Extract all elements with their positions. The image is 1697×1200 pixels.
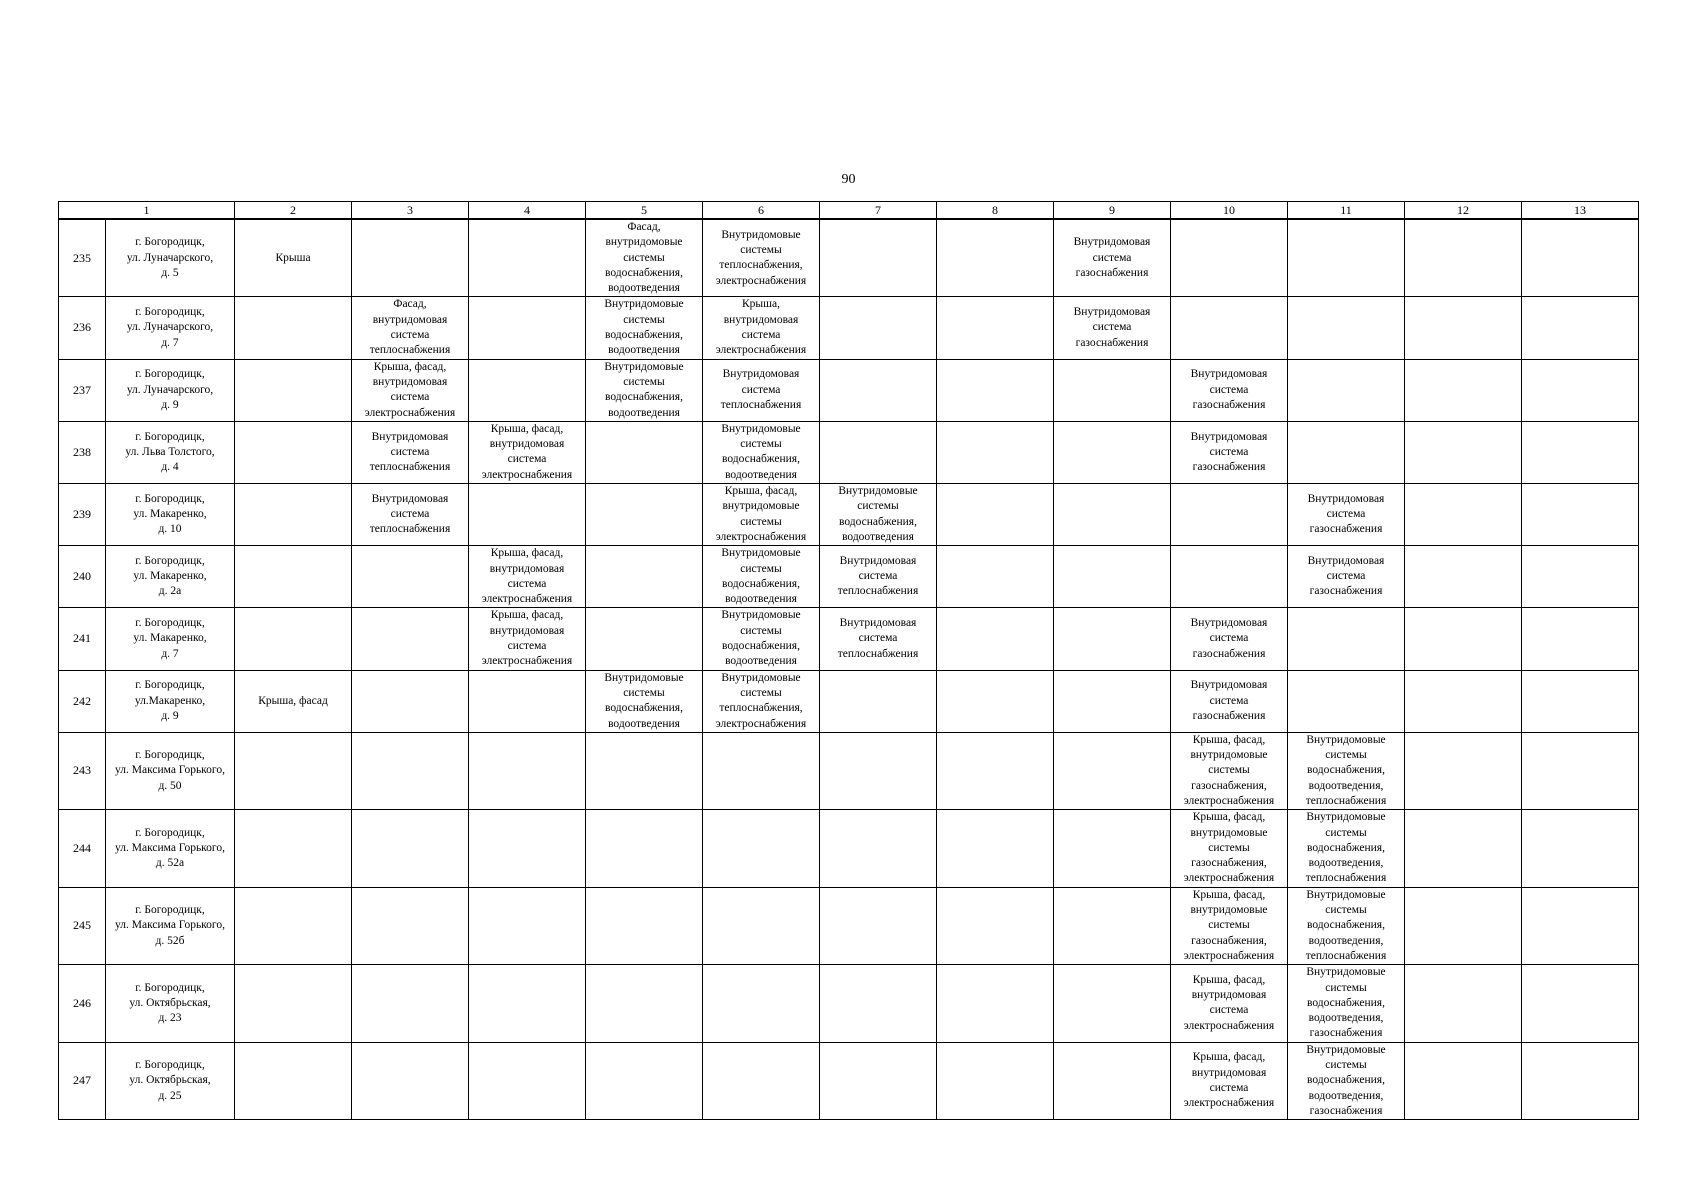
cell-col-3 bbox=[352, 810, 469, 887]
cell-col-10-text: Крыша, фасад, внутридомовые системы газоснабжения, электроснабжения bbox=[1183, 733, 1275, 807]
cell-col-11-text: Внутридомовые системы водоснабжения, водоотведения, теплоснабжения bbox=[1305, 888, 1387, 962]
cell-col-12 bbox=[1405, 546, 1522, 608]
cell-col-6 bbox=[703, 608, 820, 670]
cell-col-12 bbox=[1405, 219, 1522, 297]
row-number bbox=[59, 608, 106, 670]
cell-col-11 bbox=[1288, 887, 1405, 964]
address-cell bbox=[106, 359, 235, 421]
cell-col-4 bbox=[469, 1042, 586, 1119]
cell-col-4 bbox=[469, 810, 586, 887]
cell-col-3 bbox=[352, 732, 469, 809]
row-number-text: 235 bbox=[73, 250, 91, 265]
cell-col-7 bbox=[820, 484, 937, 546]
cell-col-12 bbox=[1405, 484, 1522, 546]
row-number-text: 236 bbox=[73, 320, 91, 335]
cell-col-6 bbox=[703, 297, 820, 359]
cell-col-5 bbox=[586, 297, 703, 359]
address-cell-text: г. Богородицк, ул.Макаренко, д. 9 bbox=[134, 679, 206, 722]
cell-col-3 bbox=[352, 421, 469, 483]
cell-col-5 bbox=[586, 810, 703, 887]
table-row bbox=[59, 1042, 1639, 1119]
address-cell bbox=[106, 608, 235, 670]
table-row bbox=[59, 608, 1639, 670]
table-row bbox=[59, 484, 1639, 546]
cell-col-6-text: Внутридомовая система теплоснабжения bbox=[720, 368, 802, 411]
column-header-12: 12 bbox=[1405, 202, 1522, 220]
row-number bbox=[59, 887, 106, 964]
cell-col-13 bbox=[1522, 608, 1639, 670]
cell-col-2 bbox=[235, 670, 352, 732]
cell-col-8 bbox=[937, 810, 1054, 887]
cell-col-3 bbox=[352, 546, 469, 608]
address-cell bbox=[106, 219, 235, 297]
table-row bbox=[59, 670, 1639, 732]
cell-col-5-text: Фасад, внутридомовые системы водоснабжения, водоотведения bbox=[605, 221, 683, 295]
cell-col-7 bbox=[820, 546, 937, 608]
cell-col-13 bbox=[1522, 484, 1639, 546]
cell-col-3 bbox=[352, 484, 469, 546]
cell-col-13 bbox=[1522, 670, 1639, 732]
cell-col-12 bbox=[1405, 359, 1522, 421]
address-cell-text: г. Богородицк, ул. Луначарского, д. 9 bbox=[126, 368, 214, 411]
cell-col-6 bbox=[703, 965, 820, 1042]
cell-col-3-text: Внутридомовая система теплоснабжения bbox=[369, 492, 451, 536]
table-header-row bbox=[59, 202, 1639, 220]
cell-col-8 bbox=[937, 219, 1054, 297]
cell-col-4 bbox=[469, 887, 586, 964]
cell-col-5 bbox=[586, 887, 703, 964]
cell-col-11 bbox=[1288, 484, 1405, 546]
address-cell-text: г. Богородицк, ул. Октябрьская, д. 25 bbox=[129, 1059, 211, 1102]
cell-col-6-text: Внутридомовые системы водоснабжения, водоотведения bbox=[721, 547, 801, 606]
cell-col-10 bbox=[1171, 810, 1288, 887]
cell-col-6-text: Внутридомовые системы водоснабжения, водоотведения bbox=[721, 422, 801, 481]
cell-col-8 bbox=[937, 670, 1054, 732]
cell-col-4 bbox=[469, 219, 586, 297]
cell-col-11 bbox=[1288, 732, 1405, 809]
cell-col-10-text: Внутридомовая система газоснабжения bbox=[1190, 617, 1268, 660]
cell-col-9 bbox=[1054, 887, 1171, 964]
cell-col-5 bbox=[586, 732, 703, 809]
cell-col-13 bbox=[1522, 421, 1639, 483]
cell-col-3-text: Крыша, фасад, внутридомовая система электроснабжения bbox=[364, 360, 456, 419]
cell-col-2 bbox=[235, 546, 352, 608]
address-cell bbox=[106, 1042, 235, 1119]
cell-col-13 bbox=[1522, 887, 1639, 964]
cell-col-12 bbox=[1405, 670, 1522, 732]
cell-col-12 bbox=[1405, 1042, 1522, 1119]
cell-col-4-text: Крыша, фасад, внутридомовая система электроснабжения bbox=[481, 547, 573, 606]
cell-col-9 bbox=[1054, 421, 1171, 483]
cell-col-2 bbox=[235, 484, 352, 546]
cell-col-10 bbox=[1171, 608, 1288, 670]
column-header-6: 6 bbox=[703, 202, 820, 220]
cell-col-4 bbox=[469, 484, 586, 546]
cell-col-9-text: Внутридомовая система газоснабжения bbox=[1073, 236, 1151, 279]
row-number bbox=[59, 546, 106, 608]
cell-col-6 bbox=[703, 546, 820, 608]
cell-col-9 bbox=[1054, 608, 1171, 670]
cell-col-10-text: Крыша, фасад, внутридомовые системы газоснабжения, электроснабжения bbox=[1183, 811, 1275, 885]
cell-col-13 bbox=[1522, 732, 1639, 809]
cell-col-8 bbox=[937, 608, 1054, 670]
repair-schedule-table bbox=[58, 201, 1639, 1120]
address-cell-text: г. Богородицк, ул. Октябрьская, д. 23 bbox=[129, 981, 211, 1025]
cell-col-11 bbox=[1288, 670, 1405, 732]
row-number bbox=[59, 421, 106, 483]
cell-col-10 bbox=[1171, 670, 1288, 732]
cell-col-9 bbox=[1054, 965, 1171, 1042]
cell-col-5 bbox=[586, 219, 703, 297]
cell-col-7-text: Внутридомовая система теплоснабжения bbox=[837, 617, 919, 660]
cell-col-5 bbox=[586, 608, 703, 670]
row-number bbox=[59, 297, 106, 359]
cell-col-2 bbox=[235, 810, 352, 887]
cell-col-11 bbox=[1288, 608, 1405, 670]
cell-col-13 bbox=[1522, 219, 1639, 297]
cell-col-3-text: Внутридомовая система теплоснабжения bbox=[369, 430, 451, 474]
cell-col-8 bbox=[937, 421, 1054, 483]
cell-col-5 bbox=[586, 484, 703, 546]
row-number-text: 237 bbox=[73, 382, 91, 397]
cell-col-6 bbox=[703, 810, 820, 887]
column-header-11: 11 bbox=[1288, 202, 1405, 220]
address-cell-text: г. Богородицк, ул. Макаренко, д. 7 bbox=[133, 617, 207, 660]
row-number bbox=[59, 732, 106, 809]
cell-col-6 bbox=[703, 1042, 820, 1119]
address-cell bbox=[106, 965, 235, 1042]
table-row bbox=[59, 421, 1639, 483]
cell-col-5 bbox=[586, 1042, 703, 1119]
row-number bbox=[59, 484, 106, 546]
address-cell bbox=[106, 670, 235, 732]
cell-col-3 bbox=[352, 359, 469, 421]
row-number-text: 246 bbox=[73, 995, 91, 1010]
cell-col-7 bbox=[820, 219, 937, 297]
cell-col-3 bbox=[352, 670, 469, 732]
cell-col-12 bbox=[1405, 965, 1522, 1042]
cell-col-7-text: Внутридомовая система теплоснабжения bbox=[837, 554, 919, 598]
cell-col-6 bbox=[703, 732, 820, 809]
address-cell-text: г. Богородицк, ул. Макаренко, д. 10 bbox=[133, 492, 207, 536]
address-cell bbox=[106, 887, 235, 964]
column-header-4: 4 bbox=[469, 202, 586, 220]
cell-col-2 bbox=[235, 297, 352, 359]
column-header-13: 13 bbox=[1522, 202, 1639, 220]
cell-col-8 bbox=[937, 732, 1054, 809]
column-header-8: 8 bbox=[937, 202, 1054, 220]
cell-col-10-text: Внутридомовая система газоснабжения bbox=[1190, 430, 1268, 474]
cell-col-6-text: Внутридомовые системы теплоснабжения, электроснабжения bbox=[715, 228, 807, 287]
cell-col-9 bbox=[1054, 810, 1171, 887]
cell-col-10-text: Внутридомовая система газоснабжения bbox=[1190, 368, 1268, 411]
column-header-5: 5 bbox=[586, 202, 703, 220]
row-number-text: 238 bbox=[73, 444, 91, 459]
address-cell bbox=[106, 546, 235, 608]
cell-col-5 bbox=[586, 670, 703, 732]
cell-col-9 bbox=[1054, 732, 1171, 809]
row-number-text: 242 bbox=[73, 693, 91, 708]
row-number-text: 244 bbox=[73, 840, 91, 855]
cell-col-10-text: Крыша, фасад, внутридомовая система электроснабжения bbox=[1183, 1051, 1275, 1110]
cell-col-6 bbox=[703, 887, 820, 964]
address-cell bbox=[106, 484, 235, 546]
cell-col-6 bbox=[703, 670, 820, 732]
cell-col-10 bbox=[1171, 732, 1288, 809]
row-number-text: 245 bbox=[73, 918, 91, 933]
cell-col-10 bbox=[1171, 965, 1288, 1042]
cell-col-2-text: Крыша bbox=[275, 251, 311, 264]
row-number-text: 240 bbox=[73, 569, 91, 584]
cell-col-11 bbox=[1288, 219, 1405, 297]
column-header-7: 7 bbox=[820, 202, 937, 220]
table-row bbox=[59, 546, 1639, 608]
cell-col-8 bbox=[937, 1042, 1054, 1119]
cell-col-2 bbox=[235, 965, 352, 1042]
row-number bbox=[59, 359, 106, 421]
cell-col-5 bbox=[586, 965, 703, 1042]
table-row bbox=[59, 359, 1639, 421]
cell-col-8 bbox=[937, 546, 1054, 608]
cell-col-12 bbox=[1405, 297, 1522, 359]
cell-col-10 bbox=[1171, 546, 1288, 608]
address-cell-text: г. Богородицк, ул. Максима Горького, д. 52б bbox=[115, 904, 225, 947]
cell-col-7 bbox=[820, 887, 937, 964]
cell-col-2 bbox=[235, 1042, 352, 1119]
cell-col-2-text: Крыша, фасад bbox=[258, 694, 328, 707]
column-header-2: 2 bbox=[235, 202, 352, 220]
cell-col-11 bbox=[1288, 546, 1405, 608]
cell-col-4-text: Крыша, фасад, внутридомовая система электроснабжения bbox=[481, 422, 573, 481]
cell-col-6-text: Крыша, внутридомовая система электроснабжения bbox=[715, 298, 807, 357]
cell-col-4 bbox=[469, 670, 586, 732]
cell-col-7-text: Внутридомовые системы водоснабжения, водоотведения bbox=[838, 485, 918, 543]
cell-col-2 bbox=[235, 732, 352, 809]
cell-col-6 bbox=[703, 484, 820, 546]
cell-col-11-text: Внутридомовые системы водоснабжения, водоотведения, теплоснабжения bbox=[1305, 733, 1387, 807]
cell-col-11-text: Внутридомовая система газоснабжения bbox=[1307, 554, 1385, 598]
cell-col-9 bbox=[1054, 546, 1171, 608]
cell-col-4 bbox=[469, 732, 586, 809]
cell-col-10 bbox=[1171, 421, 1288, 483]
cell-col-8 bbox=[937, 484, 1054, 546]
cell-col-13 bbox=[1522, 810, 1639, 887]
cell-col-11-text: Внутридомовая система газоснабжения bbox=[1307, 492, 1385, 536]
cell-col-4 bbox=[469, 965, 586, 1042]
cell-col-9 bbox=[1054, 219, 1171, 297]
cell-col-10-text: Внутридомовая система газоснабжения bbox=[1190, 679, 1268, 722]
cell-col-6 bbox=[703, 219, 820, 297]
cell-col-2 bbox=[235, 421, 352, 483]
cell-col-13 bbox=[1522, 546, 1639, 608]
cell-col-9 bbox=[1054, 297, 1171, 359]
table-row bbox=[59, 732, 1639, 809]
cell-col-3 bbox=[352, 887, 469, 964]
row-number bbox=[59, 965, 106, 1042]
cell-col-12 bbox=[1405, 887, 1522, 964]
cell-col-11 bbox=[1288, 297, 1405, 359]
cell-col-5 bbox=[586, 421, 703, 483]
cell-col-10 bbox=[1171, 297, 1288, 359]
column-header-10: 10 bbox=[1171, 202, 1288, 220]
address-cell-text: г. Богородицк, ул. Макаренко, д. 2а bbox=[133, 554, 207, 598]
table-row bbox=[59, 297, 1639, 359]
cell-col-6-text: Крыша, фасад, внутридомовые системы электроснабжения bbox=[715, 485, 807, 543]
cell-col-6 bbox=[703, 359, 820, 421]
cell-col-10 bbox=[1171, 1042, 1288, 1119]
column-header-9: 9 bbox=[1054, 202, 1171, 220]
cell-col-4-text: Крыша, фасад, внутридомовая система электроснабжения bbox=[481, 609, 573, 668]
cell-col-3 bbox=[352, 1042, 469, 1119]
cell-col-10 bbox=[1171, 359, 1288, 421]
cell-col-11 bbox=[1288, 359, 1405, 421]
cell-col-10 bbox=[1171, 887, 1288, 964]
cell-col-3-text: Фасад, внутридомовая система теплоснабжения bbox=[369, 298, 451, 357]
cell-col-3 bbox=[352, 965, 469, 1042]
cell-col-7 bbox=[820, 297, 937, 359]
column-header-1: 1 bbox=[59, 202, 235, 220]
address-cell-text: г. Богородицк, ул. Луначарского, д. 7 bbox=[126, 306, 214, 349]
cell-col-9 bbox=[1054, 670, 1171, 732]
row-number bbox=[59, 1042, 106, 1119]
cell-col-7 bbox=[820, 965, 937, 1042]
address-cell-text: г. Богородицк, ул. Максима Горького, д. 50 bbox=[115, 749, 225, 792]
cell-col-12 bbox=[1405, 810, 1522, 887]
table-row bbox=[59, 887, 1639, 964]
cell-col-7 bbox=[820, 670, 937, 732]
cell-col-6 bbox=[703, 421, 820, 483]
address-cell-text: г. Богородицк, ул. Максима Горького, д. 52а bbox=[115, 826, 225, 870]
cell-col-10 bbox=[1171, 484, 1288, 546]
cell-col-4 bbox=[469, 546, 586, 608]
cell-col-9 bbox=[1054, 359, 1171, 421]
cell-col-3 bbox=[352, 297, 469, 359]
cell-col-4 bbox=[469, 359, 586, 421]
cell-col-3 bbox=[352, 219, 469, 297]
table-row bbox=[59, 219, 1639, 297]
address-cell bbox=[106, 732, 235, 809]
address-cell-text: г. Богородицк, ул. Луначарского, д. 5 bbox=[126, 236, 214, 279]
cell-col-11 bbox=[1288, 810, 1405, 887]
address-cell bbox=[106, 297, 235, 359]
address-cell bbox=[106, 421, 235, 483]
cell-col-5-text: Внутридомовые системы водоснабжения, водоотведения bbox=[604, 360, 684, 419]
cell-col-2 bbox=[235, 359, 352, 421]
cell-col-7 bbox=[820, 1042, 937, 1119]
cell-col-8 bbox=[937, 297, 1054, 359]
cell-col-5 bbox=[586, 546, 703, 608]
cell-col-4 bbox=[469, 608, 586, 670]
cell-col-9 bbox=[1054, 1042, 1171, 1119]
cell-col-10-text: Крыша, фасад, внутридомовые системы газоснабжения, электроснабжения bbox=[1183, 888, 1275, 962]
cell-col-8 bbox=[937, 965, 1054, 1042]
cell-col-11 bbox=[1288, 1042, 1405, 1119]
cell-col-12 bbox=[1405, 608, 1522, 670]
address-cell-text: г. Богородицк, ул. Льва Толстого, д. 4 bbox=[125, 430, 215, 474]
cell-col-4 bbox=[469, 421, 586, 483]
cell-col-5-text: Внутридомовые системы водоснабжения, водоотведения bbox=[604, 298, 684, 357]
cell-col-7 bbox=[820, 732, 937, 809]
cell-col-11-text: Внутридомовые системы водоснабжения, водоотведения, газоснабжения bbox=[1306, 966, 1386, 1040]
cell-col-3 bbox=[352, 608, 469, 670]
cell-col-7 bbox=[820, 608, 937, 670]
row-number bbox=[59, 670, 106, 732]
cell-col-12 bbox=[1405, 732, 1522, 809]
cell-col-8 bbox=[937, 359, 1054, 421]
cell-col-7 bbox=[820, 421, 937, 483]
table-row bbox=[59, 965, 1639, 1042]
cell-col-2 bbox=[235, 219, 352, 297]
cell-col-5-text: Внутридомовые системы водоснабжения, водоотведения bbox=[604, 671, 684, 730]
cell-col-7 bbox=[820, 359, 937, 421]
cell-col-11 bbox=[1288, 421, 1405, 483]
cell-col-2 bbox=[235, 608, 352, 670]
cell-col-4 bbox=[469, 297, 586, 359]
row-number-text: 243 bbox=[73, 763, 91, 778]
row-number-text: 247 bbox=[73, 1073, 91, 1088]
cell-col-11 bbox=[1288, 965, 1405, 1042]
cell-col-7 bbox=[820, 810, 937, 887]
row-number-text: 241 bbox=[73, 631, 91, 646]
cell-col-10-text: Крыша, фасад, внутридомовая система электроснабжения bbox=[1183, 973, 1275, 1032]
cell-col-6-text: Внутридомовые системы теплоснабжения, электроснабжения bbox=[715, 671, 807, 730]
cell-col-2 bbox=[235, 887, 352, 964]
cell-col-13 bbox=[1522, 1042, 1639, 1119]
row-number bbox=[59, 219, 106, 297]
page-number: 90 bbox=[841, 172, 856, 187]
cell-col-13 bbox=[1522, 965, 1639, 1042]
cell-col-11-text: Внутридомовые системы водоснабжения, водоотведения, газоснабжения bbox=[1306, 1043, 1386, 1117]
cell-col-10 bbox=[1171, 219, 1288, 297]
row-number bbox=[59, 810, 106, 887]
cell-col-8 bbox=[937, 887, 1054, 964]
cell-col-6-text: Внутридомовые системы водоснабжения, водоотведения bbox=[721, 609, 801, 668]
cell-col-13 bbox=[1522, 297, 1639, 359]
cell-col-11-text: Внутридомовые системы водоснабжения, водоотведения, теплоснабжения bbox=[1305, 811, 1387, 885]
table-row bbox=[59, 810, 1639, 887]
cell-col-9 bbox=[1054, 484, 1171, 546]
cell-col-13 bbox=[1522, 359, 1639, 421]
row-number-text: 239 bbox=[73, 506, 91, 521]
cell-col-12 bbox=[1405, 421, 1522, 483]
cell-col-9-text: Внутридомовая система газоснабжения bbox=[1073, 306, 1151, 349]
cell-col-5 bbox=[586, 359, 703, 421]
column-header-3: 3 bbox=[352, 202, 469, 220]
address-cell bbox=[106, 810, 235, 887]
